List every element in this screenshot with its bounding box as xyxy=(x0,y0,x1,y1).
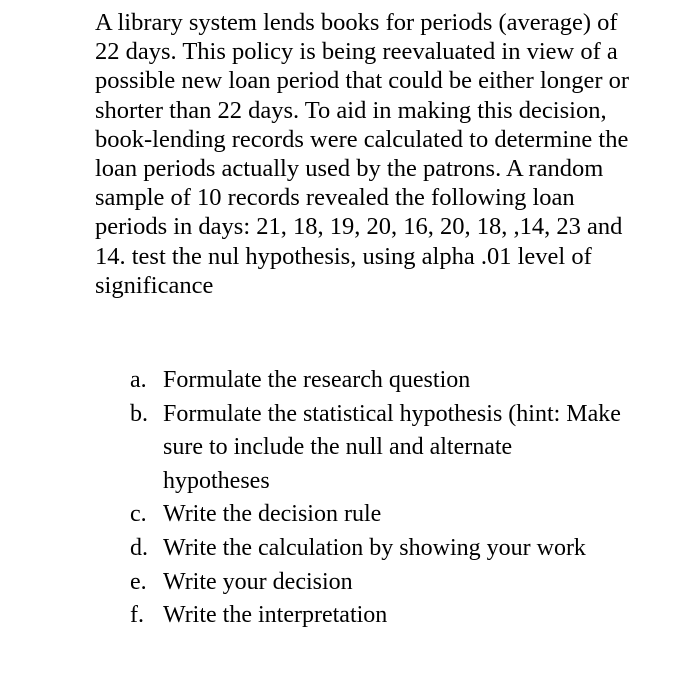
task-text: Formulate the statistical hypothesis (hint: Make xyxy=(163,400,621,427)
task-item xyxy=(130,364,621,398)
task-item xyxy=(130,498,621,532)
problem-line: periods in days: 21, 18, 19, 20, 16, 20, 18, ,14, 23 and xyxy=(95,213,623,241)
problem-line: 14. test the nul hypothesis, using alpha .01 level of xyxy=(95,242,592,270)
problem-line: book-lending records were calculated to determine the xyxy=(95,125,629,153)
task-item xyxy=(130,532,621,566)
task-label: b. xyxy=(130,400,148,427)
task-text: Formulate the research question xyxy=(163,367,471,393)
task-item xyxy=(130,398,621,499)
task-label: f. xyxy=(130,602,144,629)
task-label: e. xyxy=(130,568,147,595)
problem-line: A library system lends books for periods (average) of xyxy=(95,9,618,36)
problem-line: 22 days. This policy is being reevaluated in view of a xyxy=(95,38,618,66)
task-item xyxy=(130,599,621,633)
task-text: Write the decision rule xyxy=(163,501,382,528)
task-label: c. xyxy=(130,501,147,528)
task-text: hypotheses xyxy=(163,467,270,494)
task-text: Write the calculation by showing your work xyxy=(163,534,586,561)
task-list xyxy=(130,364,621,633)
problem-line: significance xyxy=(95,271,214,299)
task-text: sure to include the null and alternate xyxy=(163,434,513,461)
task-label: a. xyxy=(130,367,147,393)
problem-statement xyxy=(95,8,629,300)
problem-line: sample of 10 records revealed the following loan xyxy=(95,184,575,212)
problem-line: loan periods actually used by the patrons. A random xyxy=(95,154,604,182)
problem-line: possible new loan period that could be either longer or xyxy=(95,67,630,95)
problem-line: shorter than 22 days. To aid in making this decision, xyxy=(95,96,607,124)
task-label: d. xyxy=(130,534,148,561)
task-item xyxy=(130,566,621,600)
task-text: Write the interpretation xyxy=(163,602,388,629)
task-text: Write your decision xyxy=(163,568,353,595)
